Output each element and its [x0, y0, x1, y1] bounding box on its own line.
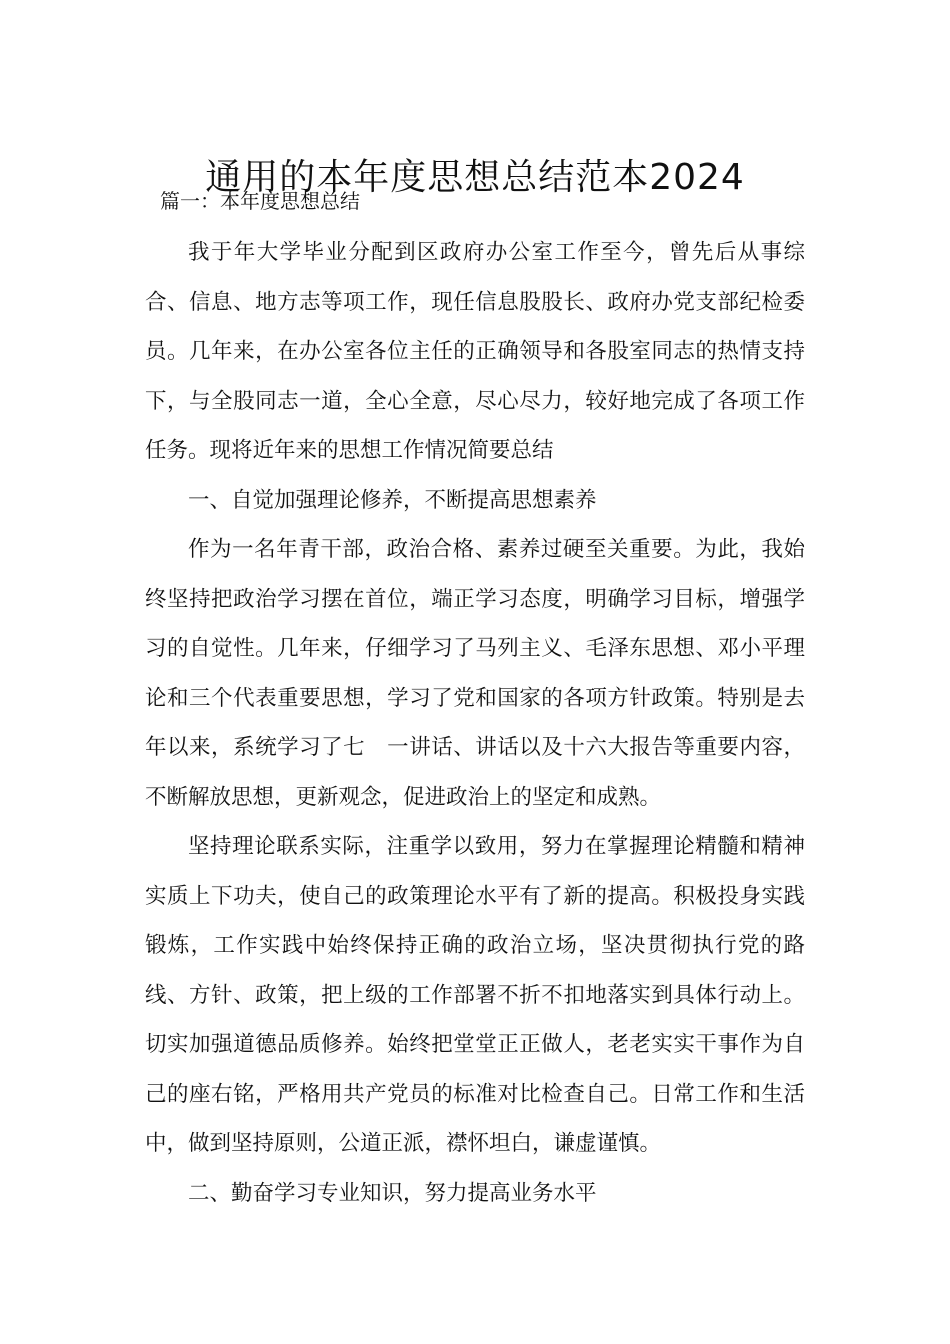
document-title: 通用的本年度思想总结范本2024: [205, 157, 745, 199]
paragraph-political-study: 作为一名年青干部，政治合格、素养过硬至关重要。为此，我始终坚持把政治学习摆在首位，端正学习态度，明确学习目标，增强学习的自觉性。几年来，仔细学习了马列主义、毛泽东思想、邓小平理论和三个代表重要思想，学习了党和国家的各项方针政策。特别是去年以来，系统学习了七 一讲话、讲话以及十六大报告等重要内容，不断解放思想，更新观念，促进政治上的坚定和成熟。: [145, 537, 805, 810]
section-heading-1: 一、自觉加强理论修养，不断提高思想素养: [188, 487, 597, 513]
section-heading-2: 二、勤奋学习专业知识，努力提高业务水平: [188, 1180, 597, 1206]
paragraph-intro: 我于年大学毕业分配到区政府办公室工作至今，曾先后从事综合、信息、地方志等项工作，现任信息股股长、政府办党支部纪检委员。几年来，在办公室各位主任的正确领导和各股室同志的热情支持下，与全股同志一道，全心全意，尽心尽力，较好地完成了各项工作任务。现将近年来的思想工作情况简要总结: [145, 240, 805, 463]
document-body: [145, 228, 805, 1218]
paragraph-theory-practice: 坚持理论联系实际，注重学以致用，努力在掌握理论精髓和精神实质上下功夫，使自己的政策理论水平有了新的提高。积极投身实践锻炼，工作实践中始终保持正确的政治立场，坚决贯彻执行党的路线、方针、政策，把上级的工作部署不折不扣地落实到具体行动上。切实加强道德品质修养。始终把堂堂正正做人，老老实实干事作为自己的座右铭，严格用共产党员的标准对比检查自己。日常工作和生活中，做到坚持原则，公道正派，襟怀坦白，谦虚谨慎。: [145, 834, 805, 1156]
document-subtitle: 篇一：本年度思想总结: [160, 189, 360, 213]
